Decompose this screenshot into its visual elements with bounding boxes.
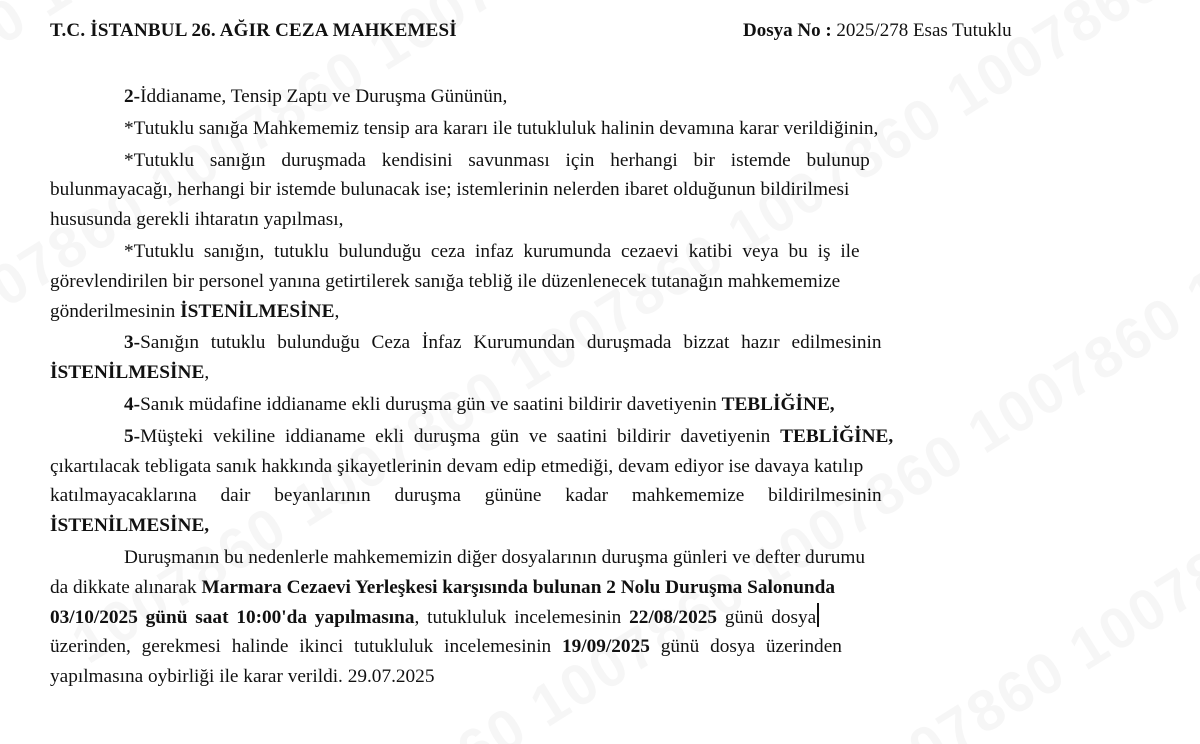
paragraph-line: [50, 632, 1131, 662]
case-number-colon: :: [825, 20, 832, 41]
paragraph-line: bulunmayacağı, herhangi bir istemde bulunacak ise; istemlerinin nelerden ibaret olduğunun bildirilmesi: [50, 179, 850, 201]
hearing-datetime: 03/10/2025 günü saat 10:00'da yapılmasına: [50, 606, 415, 628]
paragraph-hearing: [50, 543, 1131, 692]
case-number: [743, 20, 1012, 42]
paragraph-line: [50, 358, 1131, 388]
paragraph-line: katılmayacaklarına dair beyanlarının duruşma gününe kadar mahkememize bildirilmesinin: [50, 485, 882, 507]
item-number: 4-: [124, 393, 141, 415]
paragraph-line: [50, 573, 1131, 603]
case-number-label: Dosya No: [743, 20, 821, 41]
review-date-1: 22/08/2025: [629, 606, 717, 628]
paragraph-line: çıkartılacak tebligata sanık hakkında şikayetlerinin devam edip etmediği, devam ediyor ise davaya katılıp: [50, 455, 864, 477]
paragraph-detention: [50, 114, 1131, 144]
line-text: günü dosya üzerinden: [660, 636, 842, 658]
line-text: Sanığın tutuklu bulunduğu Ceza İnfaz Kurumundan duruşmada bizzat hazır edilmesinin: [140, 332, 882, 354]
item-number: 3-: [124, 332, 141, 354]
paragraph-text: *Tutuklu sanığa Mahkememiz tensip ara kararı ile tutukluluk halinin devamına karar verildiğinin,: [124, 117, 879, 139]
line-text: ,: [334, 300, 340, 322]
decision-keyword: İSTENİLMESİNE: [180, 300, 335, 322]
hearing-location: Marmara Cezaevi Yerleşkesi karşısında bulunan 2 Nolu Duruşma Salonunda: [201, 576, 836, 598]
decision-keyword: İSTENİLMESİNE,: [50, 515, 210, 537]
decision-keyword: TEBLİĞİNE,: [780, 425, 894, 447]
case-number-value: 2025/278 Esas Tutuklu: [836, 20, 1012, 41]
line-text: , tutukluluk incelemesinin: [414, 606, 622, 628]
item-number: 2-: [124, 86, 141, 107]
paragraph-line: [50, 603, 1131, 633]
review-date-2: 19/09/2025: [562, 636, 650, 658]
line-text: Müşteki vekiline iddianame ekli duruşma gün ve saatini bildirir davetiyenin: [140, 425, 771, 447]
paragraph-text: İddianame, Tensip Zaptı ve Duruşma Gününün,: [140, 86, 508, 107]
line-text: gönderilmesinin: [50, 300, 176, 322]
paragraph-line: [50, 390, 1131, 420]
paragraph-line: görevlendirilen bir personel yanına getirtilerek sanığa tebliğ ile düzenlenecek tutanağın mahkememize: [50, 270, 841, 292]
line-text: üzerinden, gerekmesi halinde ikinci tutukluluk incelemesinin: [50, 636, 552, 658]
decision-keyword: TEBLİĞİNE,: [721, 393, 835, 415]
paragraph-defense: [50, 146, 1131, 235]
document-header: [50, 20, 1150, 48]
line-text: günü dosya: [724, 606, 817, 628]
paragraph-line: [50, 146, 1131, 176]
paragraph-line: [50, 297, 1131, 327]
line-text: *Tutuklu sanığın duruşmada kendisini savunması için herhangi bir istemde bulunup: [124, 149, 870, 171]
paragraph-3: [50, 328, 1131, 388]
item-number: 5-: [124, 425, 141, 447]
paragraph-line: [50, 422, 1131, 452]
document-body: [50, 82, 1131, 694]
line-text: Sanık müdafine iddianame ekli duruşma gün ve saatini bildirir davetiyenin: [140, 393, 717, 415]
paragraph-line: [50, 511, 1131, 541]
paragraph-2: [50, 82, 1131, 112]
paragraph-5: [50, 422, 1131, 541]
paragraph-line: [50, 328, 1131, 358]
line-text: da dikkate alınarak: [50, 576, 197, 598]
paragraph-line: yapılmasına oybirliği ile karar verildi. 29.07.2025: [50, 666, 435, 688]
court-name: T.C. İSTANBUL 26. AĞIR CEZA MAHKEMESİ: [50, 20, 457, 41]
paragraph-line: Duruşmanın bu nedenlerle mahkememizin diğer dosyalarının duruşma günleri ve defter durumu: [124, 546, 866, 568]
paragraph-notification: [50, 237, 1131, 326]
paragraph-line: hususunda gerekli ihtaratın yapılması,: [50, 209, 344, 231]
decision-keyword: İSTENİLMESİNE: [50, 362, 205, 384]
text-cursor: [817, 603, 819, 627]
paragraph-line: *Tutuklu sanığın, tutuklu bulunduğu ceza infaz kurumunda cezaevi katibi veya bu iş ile: [124, 240, 860, 262]
line-text: ,: [204, 362, 210, 384]
paragraph-4: [50, 390, 1131, 420]
